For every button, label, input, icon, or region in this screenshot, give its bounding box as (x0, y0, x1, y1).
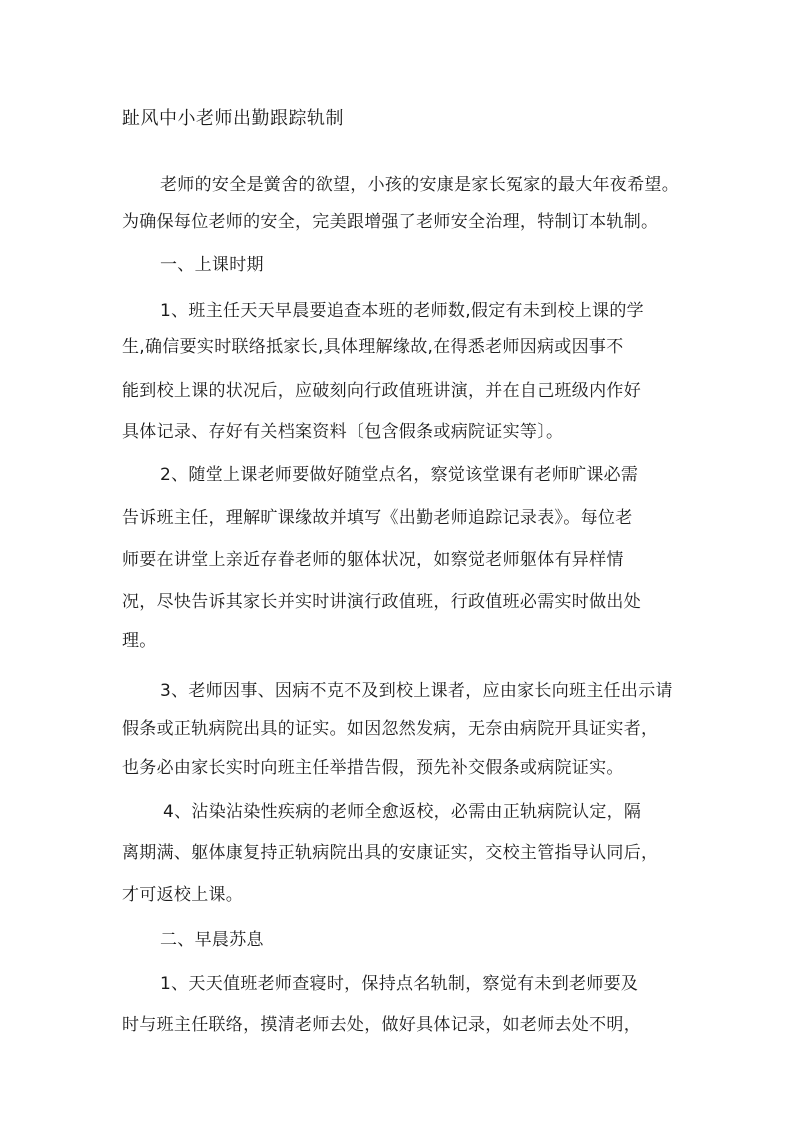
s1-item4-line-3: 才可返校上课。 (122, 885, 244, 905)
section-heading-2: 二、早晨苏息 (160, 930, 264, 950)
s1-item2-line-2: 告诉班主任，理解旷课缘故并填写《出勤老师追踪记录表》。每位老 (122, 508, 633, 528)
s1-item2-line-1: 2、随堂上课老师要做好随堂点名，察觉该堂课有老师旷课必需 (160, 465, 639, 485)
s2-item1-line-1: 1、天天值班老师查寝时，保持点名轨制，察觉有未到老师要及 (160, 974, 639, 994)
s1-item4-line-1: 4、沾染沾染性疾病的老师全愈返校，必需由正轨病院认定，隔 (163, 802, 642, 822)
s1-item2-line-3: 师要在讲堂上亲近存眷老师的躯体状况，如察觉老师躯体有异样情 (122, 550, 624, 570)
s1-item3-line-3: 也务必由家长实时向班主任举措告假，预先补交假条或病院证实。 (122, 758, 624, 778)
intro-line-1: 老师的安全是黉舍的欲望，小孩的安康是家长冤家的最大年夜希望。 (160, 175, 679, 195)
s1-item1-line-2: 生,确信要实时联络抵家长,具体理解缘故,在得悉老师因病或因事不 (122, 337, 624, 357)
s1-item3-line-1: 3、老师因事、因病不克不及到校上课者，应由家长向班主任出示请 (160, 681, 673, 701)
s1-item1-line-1: 1、班主任天天早晨要追查本班的老师数,假定有未到校上课的学 (160, 301, 644, 321)
s1-item4-line-2: 离期满、躯体康复持正轨病院出具的安康证实，交校主管指导认同后， (122, 843, 659, 863)
s1-item3-line-2: 假条或正轨病院出具的证实。如因忽然发病，无奈由病院开具证实者， (122, 719, 659, 739)
s1-item2-line-5: 理。 (122, 631, 157, 651)
intro-line-2: 为确保每位老师的安全，完美跟增强了老师安全治理，特制订本轨制。 (122, 212, 659, 232)
s2-item1-line-2: 时与班主任联络，摸清老师去处，做好具体记录，如老师去处不明， (122, 1015, 641, 1035)
s1-item1-line-4: 具体记录、存好有关档案资料〔包含假条或病院证实等〕。 (122, 422, 564, 442)
s1-item1-line-3: 能到校上课的状况后，应破刻向行政值班讲演，并在自己班级内作好 (122, 381, 641, 401)
section-heading-1: 一、上课时期 (160, 255, 264, 275)
document-title: 趾风中小老师出勤跟踪轨制 (122, 108, 344, 129)
s1-item2-line-4: 况，尽快告诉其家长并实时讲演行政值班，行政值班必需实时做出处 (122, 592, 641, 612)
